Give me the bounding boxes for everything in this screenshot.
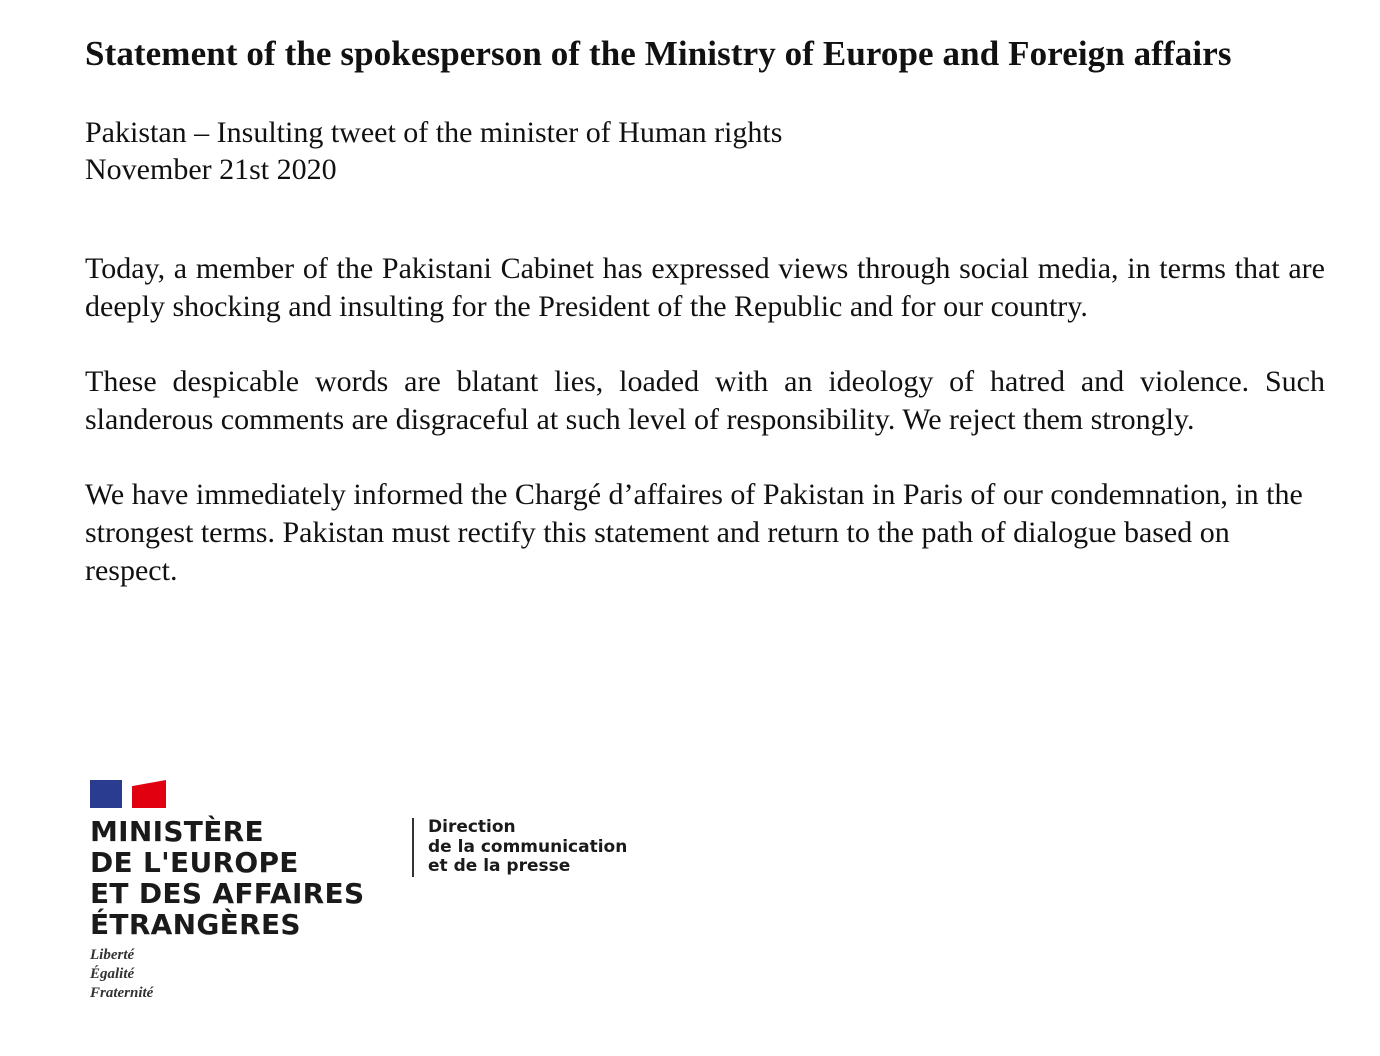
document-title: Statement of the spokesperson of the Ministry of Europe and Foreign affairs xyxy=(85,34,1232,73)
ministry-line-4: ÉTRANGÈRES xyxy=(90,908,301,941)
french-flag-logo-icon xyxy=(90,780,410,812)
communication-direction xyxy=(412,818,627,877)
paragraph-1: Today, a member of the Pakistani Cabinet has expressed views through social media, in terms that are deeply shocking and insulting for the President of the Republic and for our country. xyxy=(85,252,1325,323)
ministry-logo xyxy=(90,780,410,1003)
ministry-line-3: ET DES AFFAIRES xyxy=(90,877,365,910)
motto-liberte: Liberté xyxy=(90,947,135,963)
motto-fraternite: Fraternité xyxy=(90,985,154,1001)
statement-document xyxy=(85,32,1325,627)
ministry-line-1: MINISTÈRE xyxy=(90,815,264,848)
motto-egalite: Égalité xyxy=(90,966,135,982)
flag-white-band xyxy=(122,780,132,808)
republic-motto xyxy=(90,946,410,1003)
ministry-line-2: DE L'EUROPE xyxy=(90,846,299,879)
flag-red-band xyxy=(132,780,166,808)
direction-line-3: et de la presse xyxy=(428,856,571,876)
paragraph-2: These despicable words are blatant lies, loaded with an ideology of hatred and violence. Such slanderous comments are disgraceful at such level of responsibility. We reject them strongly. xyxy=(85,365,1325,436)
document-body xyxy=(85,250,1325,590)
direction-line-1: Direction xyxy=(428,817,516,837)
document-subject: Pakistan – Insulting tweet of the minister of Human rights xyxy=(85,116,783,149)
document-date: November 21st 2020 xyxy=(85,153,337,186)
flag-blue-band xyxy=(90,780,122,808)
ministry-name xyxy=(90,816,410,940)
direction-line-2: de la communication xyxy=(428,836,628,857)
document-meta xyxy=(85,114,1325,188)
paragraph-3: We have immediately informed the Chargé d’affaires of Pakistan in Paris of our condemnation, in the strongest terms. Pakistan must rectify this statement and return to the path of dialogue based on respect. xyxy=(85,478,1303,587)
